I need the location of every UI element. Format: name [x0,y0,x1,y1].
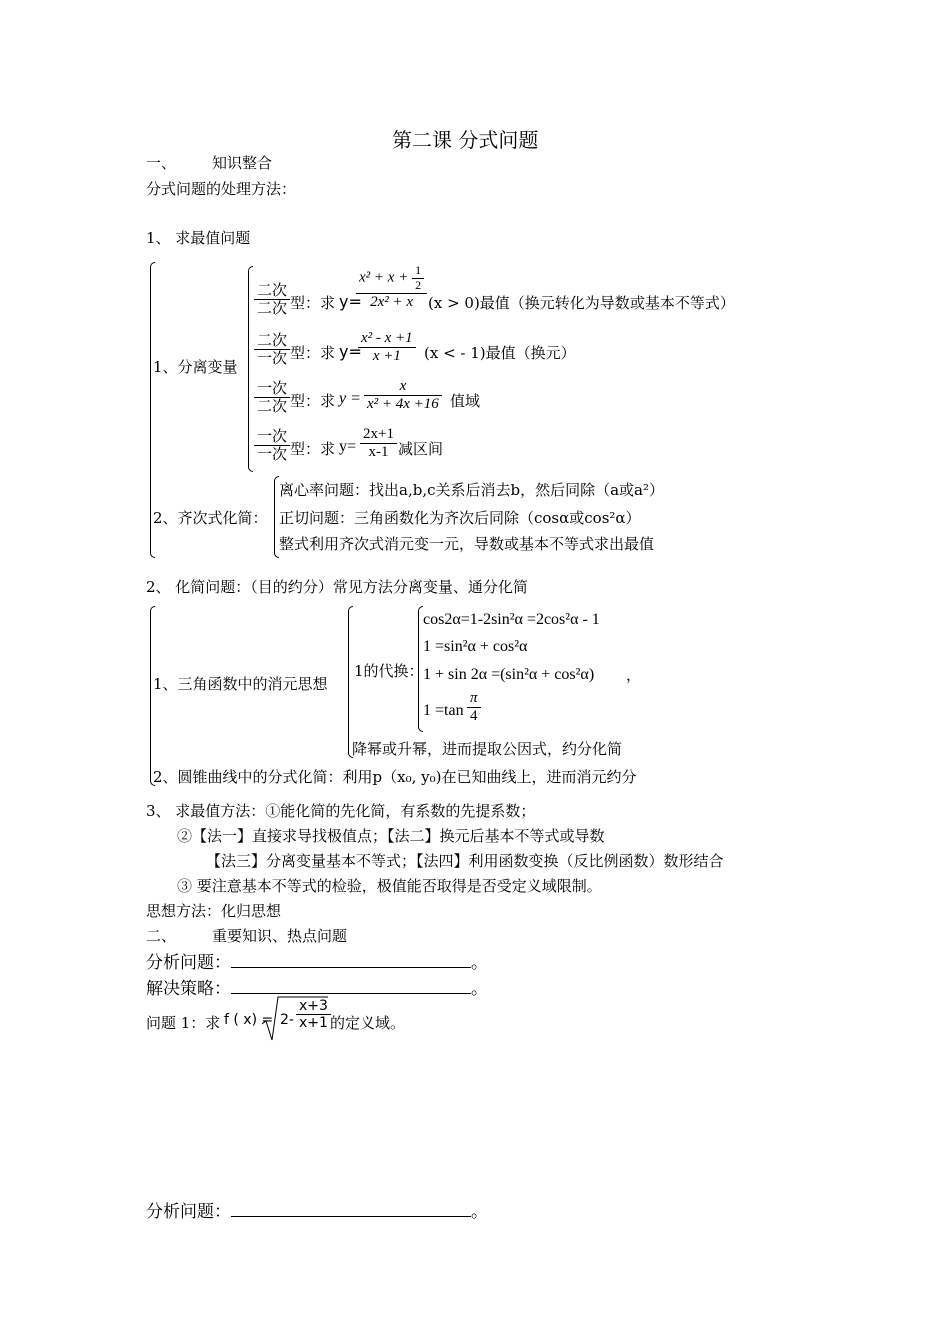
q1-num: x+3 [296,998,331,1015]
row1-half-num: 1 [412,264,424,279]
item3-line-c: 【法三】分离变量基本不等式；【法四】利用函数变换（反比例函数）数形结合 [206,852,724,870]
row2-den: x +1 [372,348,401,365]
section2-heading: 重要知识、热点问题 [212,927,348,945]
q1-prefix: 问题 1：求 [146,1014,221,1032]
row4-mid: 型：求 [290,440,336,458]
pi-den: 4 [470,708,478,725]
analyze2-row: 分析问题： 。 [146,1202,488,1222]
row1-y: y= [339,292,362,311]
row3-den: x² + 4x +16 [367,396,439,413]
homog-row-1: 离心率问题：找出a,b,c关系后消去b，然后同除（a或a²） [279,481,664,499]
item3-line-d: ③ 要注意基本不等式的检验，极值能否取得是否受定义域限制。 [177,877,602,895]
methods-label: 分式问题的处理方法： [146,180,297,198]
q1-suffix: 的定义域。 [330,1014,406,1032]
power-row: 降幂或升幂，进而提取公因式，约分化简 [352,740,623,758]
thinking-method: 思想方法：化归思想 [146,902,282,920]
q1-fraction [296,998,331,1031]
row3-num: x [364,378,442,396]
row1-tail: (x > 0)最值（换元转化为导数或基本不等式） [428,294,735,312]
q1-two: 2- [280,1012,294,1028]
row2-tail: (x < - 1)最值（换元） [424,344,576,362]
row4-num: 2x+1 [360,426,397,444]
row1-half-den: 2 [415,277,422,292]
homog-row-3: 整式利用齐次式消元变一元，导数或基本不等式求出最值 [279,535,655,553]
analyze-label: 分析问题： [146,953,231,973]
analyze2-blank[interactable] [231,1200,471,1217]
strategy-row: 解决策略： 。 [146,979,488,999]
item1-heading: 1、 求最值问题 [146,229,251,247]
row4-y: y= [339,438,357,455]
trig-row-4: 1 =tan [423,702,464,719]
item2-heading: 2、 化简问题：（目的约分）常见方法分离变量、通分化简 [146,578,528,596]
row2-type-frac: $\frac{\text{二次}}{\text{一次}}$ [254,332,290,368]
trig-comma: ， [626,666,642,684]
conic-row: 2、圆锥曲线中的分式化简：利用p（x₀, y₀)在已知曲线上，进而消元约分 [153,768,637,786]
trig-row-2: 1 =sin²α + cos²α [423,638,528,655]
row3-mid: 型：求 [290,392,336,410]
section1-heading: 知识整合 [212,154,273,172]
trig-row-3: 1 + sin 2α =(sin²α + cos²α) [423,666,595,683]
q1-den: x+1 [299,1015,328,1032]
strategy-label: 解决策略： [146,979,231,999]
analyze2-label: 分析问题： [146,1202,231,1222]
row3-type-frac: $\frac{\text{一次}}{\text{二次}}$ [254,380,290,416]
q1-fx: f ( x) = [224,1012,274,1028]
row2-num: x² - x +1 [358,330,416,348]
item3-heading: 3、 求最值方法：①能化简的先化简，有系数的先提系数； [146,802,536,820]
section2-number: 二、 [146,927,177,945]
item3-line-b: ②【法一】直接求导找极值点；【法二】换元后基本不等式或导数 [177,827,605,845]
row3-tail: 值域 [450,392,481,410]
section1-number: 一、 [146,154,177,172]
trig-label: 1、三角函数中的消元思想 [153,675,328,693]
row4-tail: 减区间 [398,440,444,458]
row2-y: y= [339,342,362,361]
pi-num: π [467,690,481,708]
row1-type-frac: $\frac{\text{二次}}{\text{二次}}$ [254,282,290,318]
separate-label: 1、分离变量 [153,358,238,376]
homog-row-2: 正切问题：三角函数化为齐次后同除（cosα或cos²α） [279,509,641,527]
homog-label: 2、齐次式化简： [153,509,268,527]
row4-type-frac: $\frac{\text{一次}}{\text{一次}}$ [254,428,290,464]
row1-num: x² + x + [359,269,413,286]
analyze-row: 分析问题： 。 [146,953,488,973]
row2-mid: 型：求 [290,344,336,362]
sub-label: 1的代换： [354,662,424,680]
row1-mid: 型：求 [290,294,336,312]
page-title: 第二课 分式问题 [392,128,539,152]
trig-row-1: cos2α=1-2sin²α =2cos²α - 1 [423,611,600,628]
row1-den: 2x² + x [370,293,413,310]
row3-y: y = [339,390,361,407]
row4-den: x-1 [368,444,389,461]
